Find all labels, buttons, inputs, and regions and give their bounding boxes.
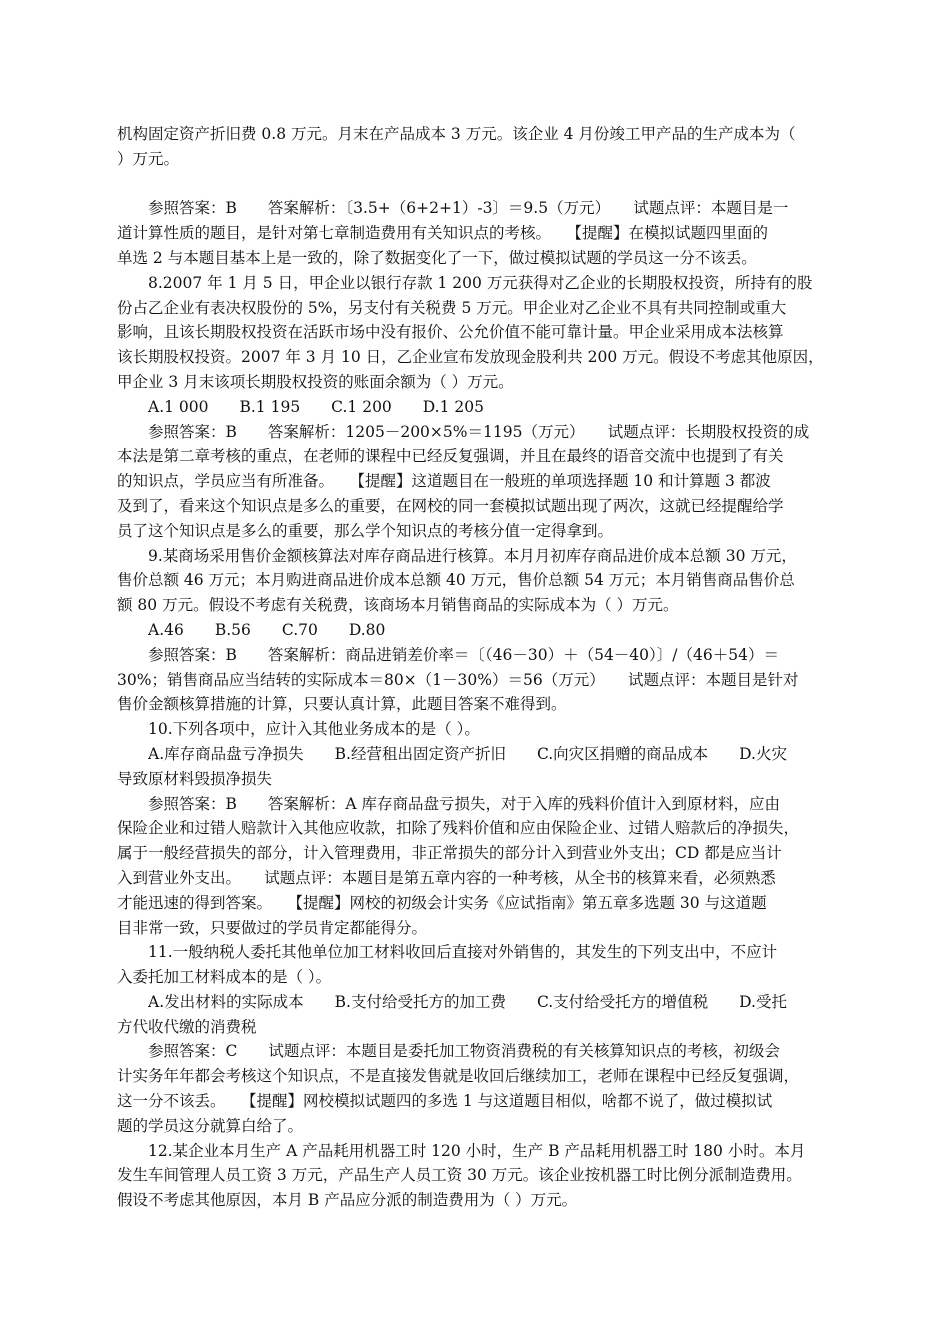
text-line: 计实务年年都会考核这个知识点，不是直接发售就是收回后继续加工，老师在课程中已经反复强调， — [117, 1067, 800, 1086]
question-line: 8.2007 年 1 月 5 日，甲企业以银行存款 1 200 万元获得对乙企业的长期股权投资，所持有的股 — [148, 273, 813, 292]
text-line: 本法是第二章考核的重点，在老师的课程中已经反复强调，并且在最终的语音交流中也提到了有关 — [117, 447, 784, 466]
text-line: 入到营业外支出。 试题点评：本题目是第五章内容的一种考核，从全书的核算来看，必须熟悉 — [117, 868, 776, 887]
options-line: A.库存商品盘亏净损失 B.经营租出固定资产折旧 C.向灾区捐赠的商品成本 D.火灾 — [148, 744, 787, 763]
text-line: 的知识点，学员应当有所准备。 【提醒】这道题目在一般班的单项选择题 10 和计算题 3 都波 — [117, 472, 771, 491]
text-line: 这一分不该丢。 【提醒】网校模拟试题四的多选 1 与这道题目相似，啥都不说了，做过模拟试 — [117, 1092, 773, 1111]
text-line: 题的学员这分就算白给了。 — [117, 1116, 304, 1135]
question-line: 10.下列各项中，应计入其他业务成本的是（ ）。 — [148, 720, 480, 739]
text-line: 售价金额核算措施的计算，只要认真计算，此题目答案不难得到。 — [117, 695, 567, 714]
question-line: 11.一般纳税人委托其他单位加工材料收回后直接对外销售的，其发生的下列支出中，不应计 — [148, 943, 778, 962]
text-line: 入委托加工材料成本的是（ ）。 — [117, 968, 332, 987]
text-line: 目非常一致，只要做过的学员肯定都能得分。 — [117, 918, 428, 937]
document-page — [117, 122, 837, 1213]
text-line: 份占乙企业有表决权股份的 5%，另支付有关税费 5 万元。甲企业对乙企业不具有共同控制或重大 — [117, 298, 787, 317]
text-line: 机构固定资产折旧费 0.8 万元。月末在产品成本 3 万元。该企业 4 月份竣工甲产品的生产成本为（ — [117, 125, 796, 143]
answer-line: 参照答案：B 答案解析：商品进销差价率＝〔（46－30）＋（54－40）〕/（46＋54）＝ — [148, 645, 779, 664]
answer-line: 参照答案：B 答案解析：〔3.5+（6+2+1）-3〕＝9.5（万元） 试题点评：本题目是一 — [148, 199, 789, 218]
text-line: 保险企业和过错人赔款计入其他应收款，扣除了残料价值和应由保险企业、过错人赔款后的净损失， — [117, 819, 800, 838]
question-line: 12.某企业本月生产 A 产品耗用机器工时 120 小时，生产 B 产品耗用机器工时 180 小时。本月 — [148, 1141, 806, 1160]
text-line: 该长期股权投资。2007 年 3 月 10 日，乙企业宣布发放现金股利共 200 万元。假设不考虑其他原因， — [117, 348, 824, 367]
text-line: ）万元。 — [117, 149, 180, 168]
text-line: 甲企业 3 月末该项长期股权投资的账面余额为（ ）万元。 — [117, 372, 514, 391]
text-line: 员了这个知识点是多么的重要，那么学个知识点的考核分值一定得拿到。 — [117, 521, 614, 540]
options-line: A.1 000 B.1 195 C.1 200 D.1 205 — [148, 397, 484, 416]
question-line: 9.某商场采用售价金额核算法对库存商品进行核算。本月月初库存商品进价成本总额 30 万元， — [148, 546, 797, 565]
options-line: A.46 B.56 C.70 D.80 — [148, 620, 386, 639]
text-line: 及到了，看来这个知识点是多么的重要，在网校的同一套模拟试题出现了两次，这就已经提醒给学 — [117, 496, 784, 515]
text-line: 属于一般经营损失的部分，计入管理费用，非正常损失的部分计入到营业外支出；CD 都是应当计 — [117, 844, 782, 863]
text-line: 假设不考虑其他原因，本月 B 产品应分派的制造费用为（ ）万元。 — [117, 1191, 578, 1210]
answer-line: 参照答案：B 答案解析：1205－200×5%＝1195（万元） 试题点评：长期股权投资的成 — [148, 422, 810, 441]
answer-line: 参照答案：B 答案解析：A 库存商品盘亏损失，对于入库的残料价值计入到原材料，应由 — [148, 794, 781, 813]
text-line: 额 80 万元。假设不考虑有关税费，该商场本月销售商品的实际成本为（ ）万元。 — [117, 596, 679, 615]
text-line: 道计算性质的题目，是针对第七章制造费用有关知识点的考核。 【提醒】在模拟试题四里面的 — [117, 224, 769, 243]
text-line: 才能迅速的得到答案。 【提醒】网校的初级会计实务《应试指南》第五章多选题 30 与这道题 — [117, 893, 767, 912]
text-line: 发生车间管理人员工资 3 万元，产品生产人员工资 30 万元。该企业按机器工时比例分派制造费用。 — [117, 1166, 802, 1185]
text-line: 售价总额 46 万元；本月购进商品进价成本总额 40 万元，售价总额 54 万元；本月销售商品售价总 — [117, 571, 795, 590]
answer-line: 参照答案：C 试题点评：本题目是委托加工物资消费税的有关核算知识点的考核，初级会 — [148, 1042, 780, 1061]
blank-line — [117, 172, 837, 197]
text-line: 影响，且该长期股权投资在活跃市场中没有报价、公允价值不能可靠计量。甲企业采用成本法核算 — [117, 323, 784, 342]
text-line: 方代收代缴的消费税 — [117, 1017, 257, 1036]
options-line: A.发出材料的实际成本 B.支付给受托方的加工费 C.支付给受托方的增值税 D.受托 — [148, 992, 787, 1011]
text-line: 导致原材料毁损净损失 — [117, 769, 273, 788]
text-line: 30%；销售商品应当结转的实际成本＝80×（1－30%）＝56（万元） 试题点评：本题目是针对 — [117, 670, 799, 689]
text-line: 单选 2 与本题目基本上是一致的，除了数据变化了一下，做过模拟试题的学员这一分不该丢。 — [117, 248, 757, 267]
